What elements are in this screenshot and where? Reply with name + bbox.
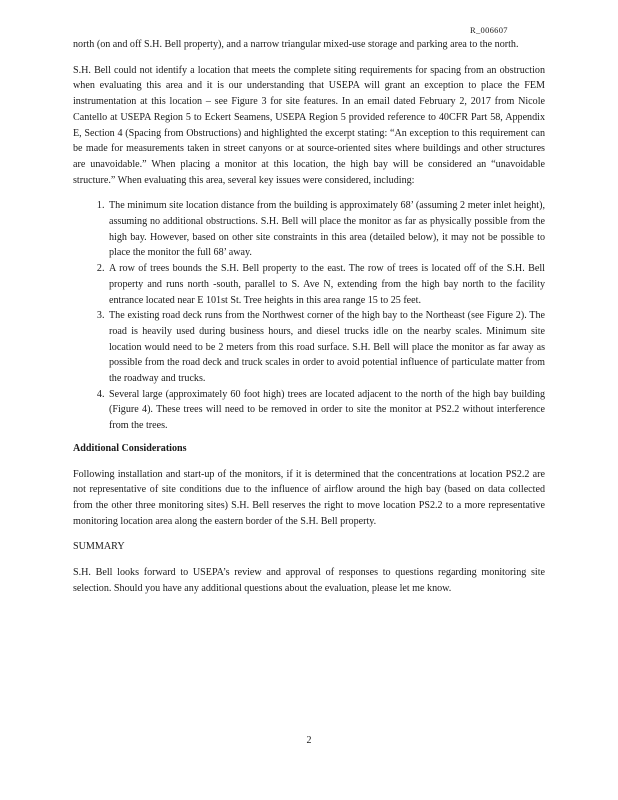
- list-item: 2. A row of trees bounds the S.H. Bell property to the east. The row of trees is located off of the S.H. Bell property and runs north -south, parallel to S. Ave N, extending from the high bay north to the facility entrance located near E 101st St. Tree heights in this area range 15 to 25 feet.: [107, 261, 545, 308]
- document-id: R_006607: [470, 25, 508, 35]
- list-item: 3. The existing road deck runs from the Northwest corner of the high bay to the Northeast (see Figure 2). The road is heavily used during business hours, and diesel trucks idle on the nearby scales. Minimum site location would need to be 2 meters from this road surface. S.H. Bell will place the monitor as far away as possible from the road deck and truck scales in order to avoid potential influence of particulate matter from the roadway and trucks.: [107, 308, 545, 387]
- page-number: 2: [306, 735, 312, 746]
- intro-paragraph: S.H. Bell could not identify a location that meets the complete siting requirements for spacing from an obstruction when evaluating this area and it is our understanding that USEPA will grant an exception to place the FEM instrumentation at this location – see Figure 3 for site features. In an email dated February 2, 2017 from Nicole Cantello at USEPA Region 5 to Eckert Seamens, USEPA Region 5 provided reference to 40CFR Part 58, Appendix E, Section 4 (Spacing from Obstructions) and highlighted the excerpt stating: “An exception to this requirement can be made for measurements taken in street canyons or at source-oriented sites where buildings and other structures are unavoidable.” When placing a monitor at this location, the high bay will be considered an “unavoidable structure.” When evaluating this area, several key issues were considered, including:: [73, 64, 545, 186]
- summary-heading: SUMMARY: [73, 541, 125, 553]
- list-item: 1. The minimum site location distance from the building is approximately 68’ (assuming 2 meter inlet height), assuming no additional obstructions. S.H. Bell will place the monitor as far as physically possible from the high bay. However, based on other site constraints in this area (detailed below), it may not be possible to place the monitor the full 68’ away.: [107, 198, 545, 261]
- continuation-paragraph: north (on and off S.H. Bell property), and a narrow triangular mixed-use storage and parking area to the north.: [73, 39, 519, 50]
- list-item: 4. Several large (approximately 60 foot high) trees are located adjacent to the north of the high bay building (Figure 4). These trees will need to be removed in order to site the monitor at PS2.2 without interference from the trees.: [107, 387, 545, 434]
- summary-paragraph: S.H. Bell looks forward to USEPA’s review and approval of responses to questions regarding monitoring site selection. Should you have any additional questions about the evaluation, please let me know.: [73, 567, 545, 594]
- additional-considerations-heading: Additional Considerations: [73, 442, 187, 454]
- document-body: [73, 37, 545, 607]
- additional-considerations-paragraph: Following installation and start-up of the monitors, if it is determined that the concentrations at location PS2.2 are not representative of site conditions due to the influence of airflow around the high bay (based on data collected from the other three monitoring sites) S.H. Bell reserves the right to move location PS2.2 to a more representative monitoring location area along the eastern border of the S.H. Bell property.: [73, 468, 545, 527]
- key-issues-list: [73, 198, 545, 434]
